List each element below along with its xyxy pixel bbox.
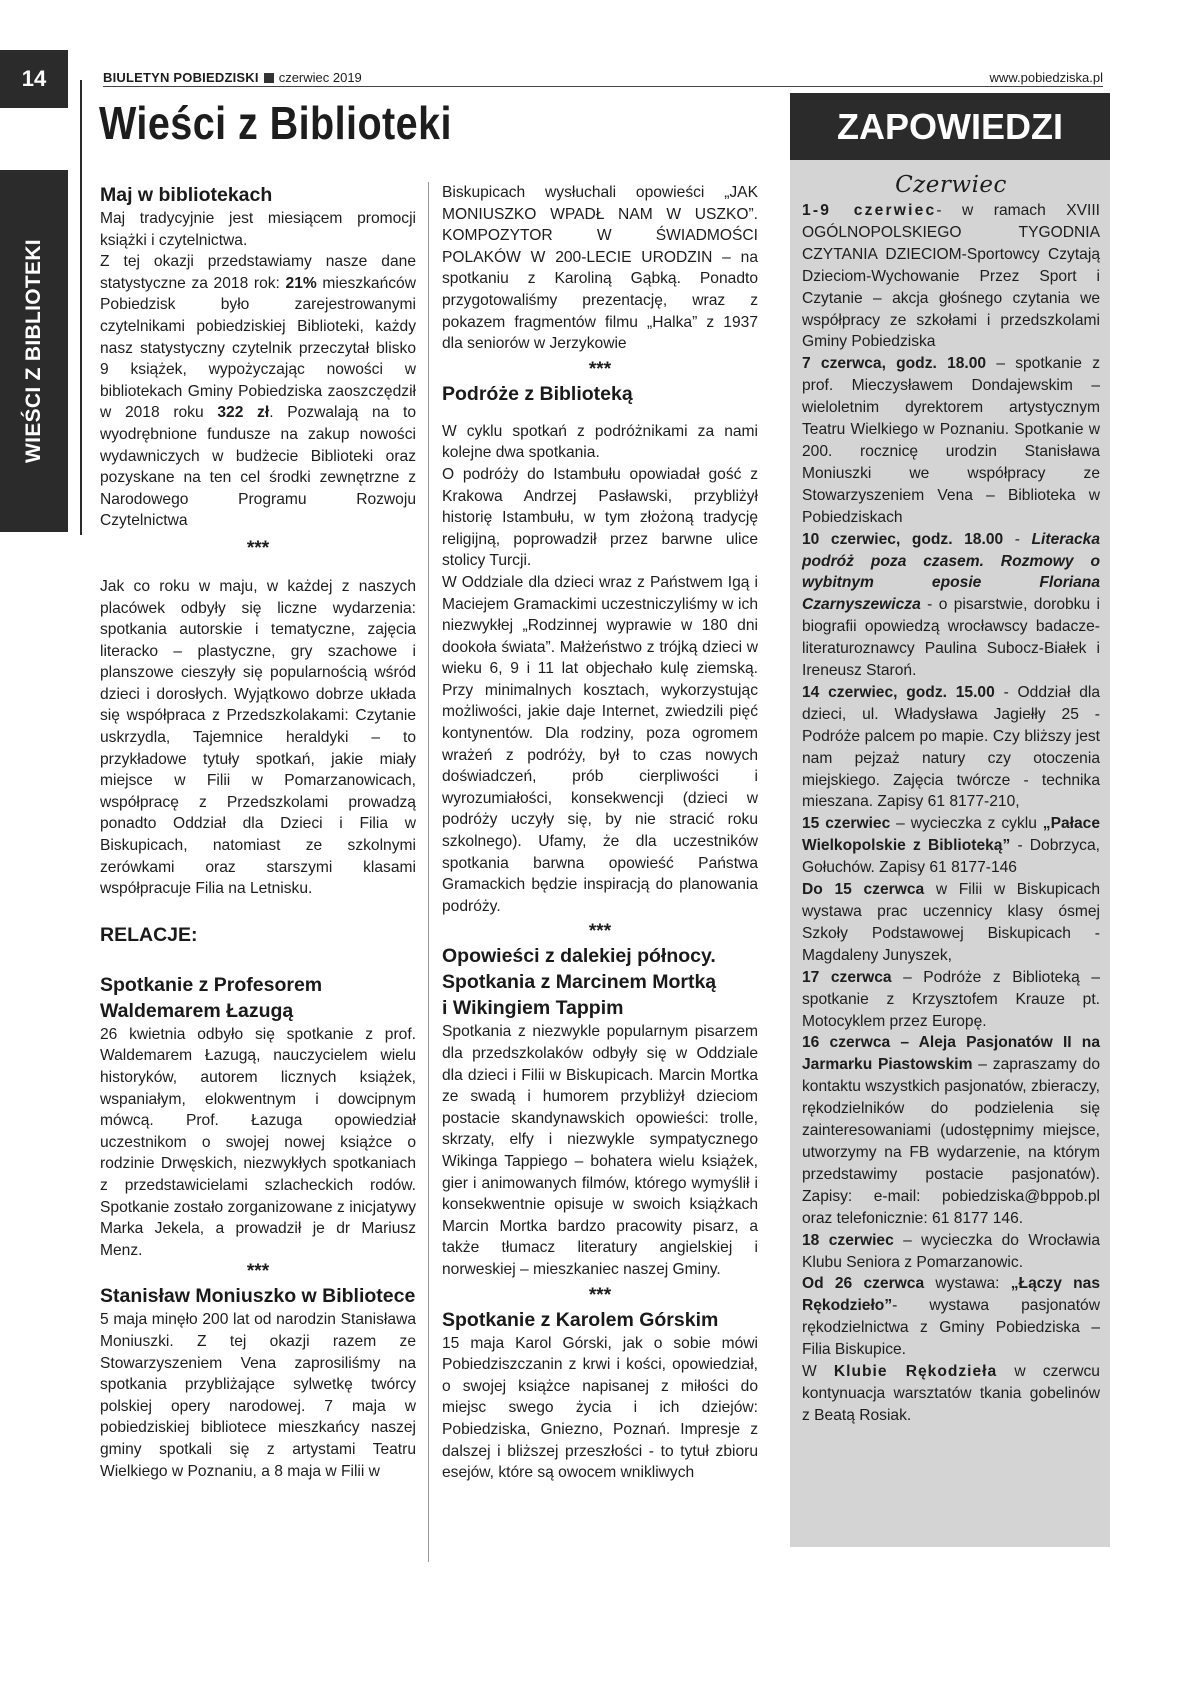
event-date: 16 czerwca – Aleja Pasjonatów II na Jarmarku Piastowskim bbox=[802, 1034, 1100, 1074]
paragraph: W Oddziale dla dzieci wraz z Państwem Igą i Maciejem Gramackimi uczestniczyliśmy w ich niezwykłej „Rodzinnej wyprawie w 180 dni dookoła świata”. Małżeństwo z trójką dzieci w wieku 6, 9 i 11 lat objechało kulę ziemską. Przy minimalnych kosztach, wykorzystując możliwości, jakie daje Internet, zwiedzili pięć kontynentów. Dla rodziny, poza ogromem wrażeń z podróży, był to czas nowych doświadczeń, prób cierpliwości i wyrozumiałości, konsekwencji (dzieci w podróży uczyły się, by nie stracić roku szkolnego). Ufamy, że dla uczestników spotkania barwna opowieść Państwa Gramackich będzie inspiracją do planowania podróży. bbox=[442, 573, 758, 915]
paragraph: Jak co roku w maju, w każdej z naszych placówek odbyły się liczne wydarzenia: spotkania autorskie i tematyczne, zajęcia literacko – plastyczne, gry szachowe i planszowe cieszyły się popularnością wśród dzieci i dorosłych. Wyjątkowo dobrze układa się współpraca z Przedszkolakami: Czytanie uskrzydla, Tajemnice heraldyki – to przykładowe tytuły spotkań, jakie miały miejsce w Filii w Pomarzanowicach, współpracę z Przedszkolami prowadzą ponadto Oddział dla Dzieci i Filia w Biskupicach, natomiast ze szkolnymi zerówkami oraz starszymi klasami współpracuje Filia na Letnisku. bbox=[100, 577, 416, 898]
paragraph: Spotkania z niezwykle popularnym pisarzem dla przedszkolaków odbyły się w Oddziale dla dzieci i Filii w Biskupicach. Marcin Mortka ze swadą i humorem przybliżył dzieciom postacie skandynawskich opowieści: trolle, skrzaty, elfy i niezwykle sympatycznego Wikinga Tappiego – bohatera wielu książek, gier i animowanych filmów, którego wymyślił i konsekwentnie opisuje w swoich książkach Marcin Mortka bardzo pracowity pisarz, a także tłumacz literatury angielskiej i norweskiej – mieszkaniec naszej Gminy. bbox=[442, 1023, 758, 1278]
vertical-divider bbox=[80, 80, 82, 535]
event-date: 14 czerwiec, godz. 15.00 bbox=[802, 683, 995, 701]
section-separator: *** bbox=[588, 921, 612, 943]
article-column-1 bbox=[100, 182, 416, 1482]
section-heading: Stanisław Moniuszko w Bibliotece bbox=[100, 1285, 416, 1308]
paragraph: 26 kwietnia odbyło się spotkanie z prof. Waldemarem Łazugą, nauczycielem wielu historyków, autorem licznych książek, wspaniałym, elokwentnym i dowcipnym mówcą. Prof. Łazuga opowiedział uczestnikom o swojej nowej książce o rodzinie Drwęskich, niezwykłych spotkaniach z przedstawicielami szlacheckich rodów. Spotkanie zostało zorganizowane z inicjatywy Marka Jekela, a prowadził je dr Mariusz Menz. bbox=[100, 1025, 416, 1259]
page-number: 14 bbox=[0, 50, 68, 108]
section-separator: *** bbox=[588, 358, 612, 380]
page-title: Wieści z Biblioteki bbox=[99, 97, 452, 149]
announcement-item: Od 26 czerwca wystawa: „Łączy nas Rękodzieło”- wystawa pasjonatów rękodzielnictwa z Gminy Pobiedziska – Filia Biskupice. bbox=[802, 1275, 1100, 1359]
paragraph: Biskupicach wysłuchali opowieści „JAK MONIUSZKO WPADŁ NAM W USZKO”. KOMPOZYTOR W ŚWIADMOŚCI POLAKÓW W 200-LECIE URODZIN – na spotkaniu z Karoliną Gąbką. Ponadto przygotowaliśmy prezentację, wraz z pokazem fragmentów filmu „Halka” z 1937 dla seniorów w Jerzykowie bbox=[442, 184, 758, 353]
month-heading: Czerwiec bbox=[895, 172, 1007, 198]
announcement-item: 14 czerwiec, godz. 15.00 - Oddział dla dzieci, ul. Władysława Jagiełły 25 - Podróże palcem po mapie. Czy bliższy jest nam pejzaż natury czy otoczenia miejskiego. Zajęcia twórcze - technika mieszana. Zapisy 61 8177-210, bbox=[802, 683, 1101, 811]
website-link[interactable]: www.pobiedziska.pl bbox=[989, 70, 1103, 85]
publication-name: BIULETYN POBIEDZISKI bbox=[103, 70, 259, 85]
event-date: Do 15 czerwca bbox=[802, 881, 925, 899]
event-date: 15 czerwiec bbox=[802, 815, 891, 833]
section-heading: Spotkanie z Profesorem bbox=[100, 973, 323, 996]
side-section-label: WIEŚCI Z BIBLIOTEKI bbox=[22, 239, 45, 463]
announcement-item: 17 czerwca – Podróże z Biblioteką – spotkanie z Krzysztofem Krauze pt. Motocyklem przez Europę. bbox=[802, 968, 1100, 1030]
announcements-heading: ZAPOWIEDZI bbox=[790, 93, 1110, 160]
header-rule bbox=[103, 86, 1103, 87]
event-title: Klubie Rękodzieła bbox=[833, 1363, 998, 1381]
paragraph: 5 maja minęło 200 lat od narodzin Stanisława Moniuszki. Z tej okazji razem ze Stowarzyszeniem Vena zaprosiliśmy na spotkania przybliżające sylwetkę twórcy polskiej opery narodowej. 7 maja w pobiedziskiej bibliotece mieszkańcy naszej gminy spotkali się z artystami Teatru Wielkiego w Poznaniu, a 8 maja w Filii w bbox=[100, 1311, 416, 1480]
event-date: Od 26 czerwca bbox=[802, 1275, 925, 1293]
issue-date: czerwiec 2019 bbox=[278, 70, 362, 85]
section-heading: Opowieści z dalekiej północy. bbox=[442, 945, 716, 968]
square-separator-icon bbox=[264, 73, 274, 83]
event-date: 1-9 czerwiec bbox=[802, 202, 937, 219]
event-title: Literacka podróż poza czasem. Rozmowy o wybitnym eposie Floriana Czarnyszewicza bbox=[802, 530, 1101, 614]
section-heading: Podróże z Biblioteką bbox=[442, 382, 633, 405]
section-heading: i Wikingiem Tappim bbox=[442, 997, 624, 1020]
announcement-item: 7 czerwca, godz. 18.00 – spotkanie z prof. Mieczysławem Dondajewskim – wieloletnim dyrektorem artystycznym Teatru Wielkiego w Poznaniu. Spotkanie w 200. rocznicę urodzin Stanisława Moniuszki we współpracy ze Stowarzyszeniem Vena – Biblioteka w Pobiedziskach bbox=[802, 355, 1100, 526]
announcement-item: Do 15 czerwca w Filii w Biskupicach wystawa prac uczennicy klasy ósmej Szkoły Podstawowej Biskupicach - Magdaleny Junyszek, bbox=[802, 881, 1100, 964]
section-heading: Spotkania z Marcinem Mortką bbox=[442, 971, 717, 994]
paragraph: W cyklu spotkań z podróżnikami za nami kolejne dwa spotkania. bbox=[442, 422, 758, 462]
section-heading: Maj w bibliotekach bbox=[100, 184, 273, 206]
announcement-item: 16 czerwca – Aleja Pasjonatów II na Jarmarku Piastowskim – zapraszamy do kontaktu wszystkich pasjonatów, zbieraczy, rękodzielników do podzielenia się zainteresowaniami (udostępnimy miejsce, utworzymy na FB wydarzenie, na którym przedstawimy postacie pasjonatów). Zapisy: e-mail: pobiedziska@bppob.pl oraz telefonicznie: 61 8177 146. bbox=[802, 1034, 1100, 1227]
highlight-value: 322 zł bbox=[217, 404, 270, 422]
event-date: 7 czerwca, godz. 18.00 bbox=[802, 355, 987, 373]
event-date: 17 czerwca bbox=[802, 968, 892, 986]
article-column-2 bbox=[442, 182, 758, 1484]
highlight-value: 21% bbox=[285, 274, 317, 292]
paragraph: Maj tradycyjnie jest miesiącem promocji książki i czytelnictwa. bbox=[100, 210, 416, 249]
event-title: „Łączy nas Rękodzieło” bbox=[802, 1275, 1100, 1315]
running-header bbox=[103, 70, 1103, 86]
section-separator: *** bbox=[246, 1261, 270, 1283]
section-separator: *** bbox=[588, 1284, 612, 1306]
section-heading: RELACJE: bbox=[100, 923, 198, 946]
event-date: 10 czerwiec, godz. 18.00 bbox=[802, 530, 1004, 548]
announcement-item: W Klubie Rękodzieła w czerwcu kontynuacja warsztatów tkania gobelinów z Beatą Rosiak. bbox=[802, 1363, 1100, 1424]
announcement-item: 10 czerwiec, godz. 18.00 - Literacka podróż poza czasem. Rozmowy o wybitnym eposie Floriana Czarnyszewicza - o pisarstwie, dorobku i biografii opowiedzą wrocławscy badacze-literaturoznawcy Paulina Subocz-Białek i Ireneusz Staroń. bbox=[802, 530, 1101, 680]
section-separator: *** bbox=[246, 537, 270, 559]
section-heading: Waldemarem Łazugą bbox=[100, 999, 294, 1022]
announcement-item: 15 czerwiec – wycieczka z cyklu „Pałace Wielkopolskie z Biblioteką” - Dobrzyca, Gołuchów. Zapisy 61 8177-146 bbox=[802, 815, 1101, 877]
event-title: „Pałace Wielkopolskie z Biblioteką” bbox=[802, 815, 1101, 855]
announcements-list bbox=[802, 172, 1100, 1427]
side-section-tab bbox=[0, 170, 68, 532]
column-divider bbox=[428, 182, 429, 1562]
announcement-item: 1-9 czerwiec- w ramach XVIII OGÓLNOPOLSKIEGO TYGODNIA CZYTANIA DZIECIOM-Sportowcy Czytają Dzieciom-Wychowanie Przez Sport i Czytanie – akcja głośnego czytania we współpracy ze szkołami i przedszkolami Gminy Pobiedziska bbox=[802, 202, 1100, 351]
event-date: 18 czerwiec bbox=[802, 1231, 894, 1249]
paragraph: O podróży do Istambułu opowiadał gość z Krakowa Andrzej Pasławski, przybliżył historię Istambułu, w tym złożoną tradycję religijną, poprowadził przez barwne ulice stolicy Turcji. bbox=[442, 465, 758, 570]
paragraph: 15 maja Karol Górski, jak o sobie mówi Pobiedziszczanin z krwi i kości, opowiedział, o swojej książce napisanej z miłości do miejsc swego życia i ich dziejów: Pobiedziska, Gniezno, Poznań. Impresje z dalszej i bliższej przeszłości - to tytuł zbioru esejów, które są owocem wnikliwych bbox=[442, 1334, 758, 1482]
paragraph: Z tej okazji przedstawiamy nasze dane statystyczne za 2018 rok: 21% mieszkańców Pobiedzisk było zarejestrowanymi czytelnikami pobiedziskiej Biblioteki, każdy nasz statystyczny czytelnik przeczytał blisko 9 książek, wypożyczając nowości w bibliotekach Gminy Pobiedziska zaoszczędził w 2018 roku 322 zł. Pozwalają na to wyodrębnione fundusze na zakup nowości wydawniczych w budżecie Biblioteki oraz pozyskane na ten cel środki zewnętrzne z Narodowego Programu Rozwoju Czytelnictwa bbox=[100, 253, 416, 530]
section-heading: Spotkanie z Karolem Górskim bbox=[442, 1308, 719, 1331]
announcement-item: 18 czerwiec – wycieczka do Wrocławia Klubu Seniora z Pomarzanowic. bbox=[802, 1231, 1100, 1271]
